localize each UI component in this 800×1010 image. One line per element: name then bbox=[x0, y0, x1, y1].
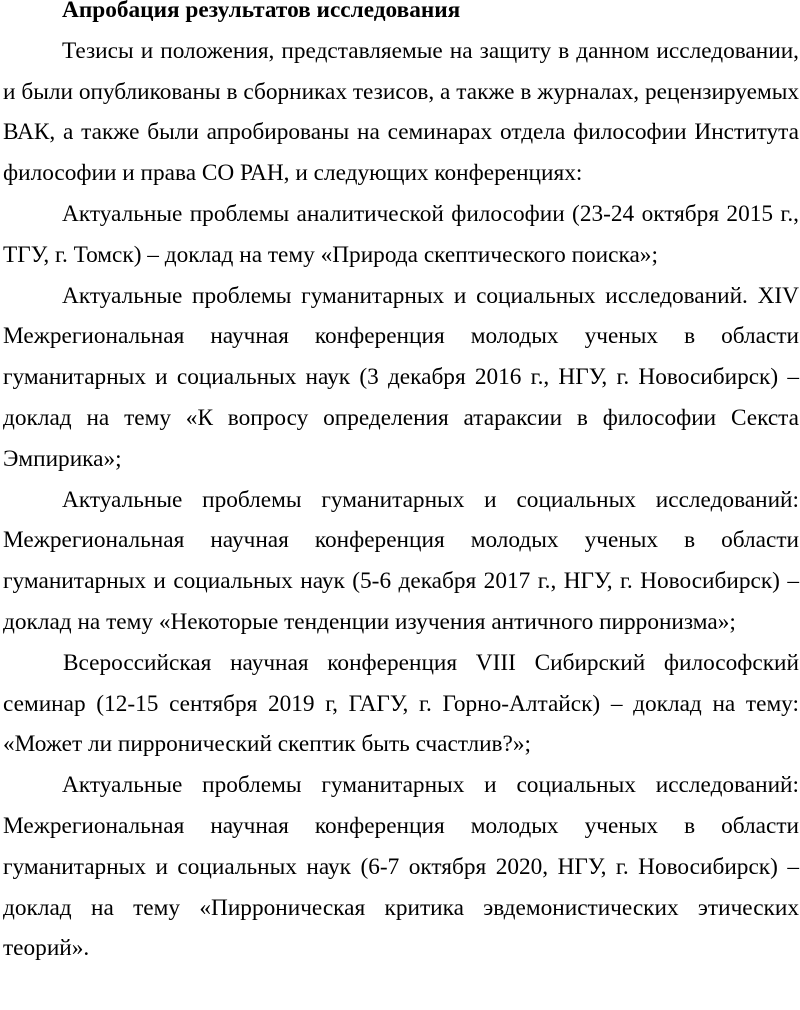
paragraph-conference-2017: Актуальные проблемы гуманитарных и социальных исследований: Межрегиональная научная конференция молодых ученых в области гуманитарных и социальных наук (5-6 декабря 2017 г., НГУ, г. Новосибирск) – доклад на тему «Некоторые тенденции изучения античного пирронизма»; bbox=[3, 486, 799, 635]
paragraph-conference-2020: Актуальные проблемы гуманитарных и социальных исследований: Межрегиональная научная конференция молодых ученых в области гуманитарных и социальных наук (6-7 октября 2020, НГУ, г. Новосибирск) – доклад на тему «Пирроническая критика эвдемонистических этических теорий». bbox=[3, 772, 799, 962]
paragraph-conference-2015: Актуальные проблемы аналитической философии (23-24 октября 2015 г., ТГУ, г. Томск) – доклад на тему «Природа скептического поиска»; bbox=[3, 200, 799, 268]
paragraph-conference-2019: Всероссийская научная конференция VIII Сибирский философский семинар (12-15 сентября 2019 г, ГАГУ, г. Горно-Алтайск) – доклад на тему: «Может ли пирронический скептик быть счастлив?»; bbox=[3, 649, 799, 758]
paragraph-intro: Тезисы и положения, представляемые на защиту в данном исследовании, и были опубликованы в сборниках тезисов, а также в журналах, рецензируемых ВАК, а также были апробированы на семинарах отдела философии Института философии и права СО РАН, и следующих конференциях: bbox=[3, 37, 799, 187]
paragraph-conference-2016: Актуальные проблемы гуманитарных и социальных исследований. XIV Межрегиональная научная конференция молодых ученых в области гуманитарных и социальных наук (3 декабря 2016 г., НГУ, г. Новосибирск) – доклад на тему «К вопросу определения атараксии в философии Секста Эмпирика»; bbox=[3, 282, 799, 472]
section-heading: Апробация результатов исследования bbox=[62, 0, 461, 23]
